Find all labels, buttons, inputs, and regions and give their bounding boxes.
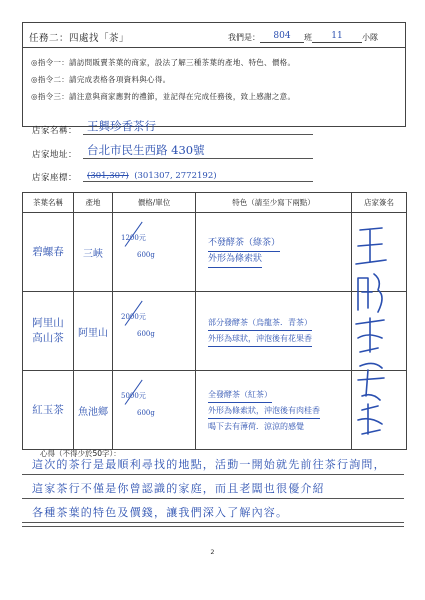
- team-line: [228, 31, 378, 43]
- team-prefix: 我們是：: [228, 33, 260, 42]
- price-cell: [113, 371, 196, 450]
- struck-coordinate: (301,307): [87, 171, 129, 181]
- origin-cell: 魚池鄉: [74, 371, 113, 450]
- reflection-line-empty: [22, 526, 404, 527]
- table-header-row: [23, 193, 407, 213]
- tea-name-cell: [23, 371, 74, 450]
- price-amount: 1200元: [121, 234, 146, 242]
- features-cell: [196, 371, 352, 450]
- class-number: 804: [260, 31, 304, 43]
- team-suffix: 小隊: [362, 33, 378, 42]
- feature-text: 外形為球狀，沖泡後有花果香: [208, 331, 312, 347]
- price-unit: 600g: [137, 330, 155, 338]
- tea-name: 碧螺春: [32, 245, 64, 258]
- instruction-1: ◎指令一：請訪問販賣茶葉的商家，設法了解三種茶葉的產地、特色、價格。: [31, 58, 296, 67]
- task-header-box: [22, 22, 406, 127]
- shop-coordinate-line: [83, 167, 313, 182]
- instruction-3: ◎指令三：請注意與商家應對的禮節，並記得在完成任務後，致上感謝之意。: [31, 92, 296, 101]
- feature-text: 不發酵茶（綠茶）: [208, 236, 280, 252]
- page-number: 2: [210, 548, 215, 556]
- tea-name-line: 阿里山: [32, 317, 64, 329]
- price-amount: 5000元: [121, 392, 146, 400]
- feature-text: 外形為條索狀: [208, 252, 262, 268]
- feature-text: 喝下去有薄荷．涼涼的感覺: [208, 421, 304, 431]
- header-features: 特色（請至少寫下兩點）: [196, 193, 352, 213]
- reflection-text-line: 這家茶行不僅是你曾認識的家庭，而且老闆也很優介紹: [32, 482, 325, 495]
- tea-name-cell: [23, 213, 74, 292]
- shop-name-line: [83, 120, 313, 135]
- shop-coordinate-label: 店家座標：: [32, 173, 78, 183]
- shop-address-value: 台北市民生西路 430號: [87, 143, 205, 157]
- reflection-line: [22, 502, 404, 523]
- header-signature: 店家簽名: [352, 193, 407, 213]
- task-header-top: [23, 23, 405, 48]
- tea-name-line: 高山茶: [32, 332, 64, 344]
- shop-name-value: 王興珍香茶行: [87, 119, 156, 133]
- price-cell: [113, 213, 196, 292]
- features-cell: [196, 213, 352, 292]
- team-number: 11: [312, 31, 362, 43]
- feature-text: 部分發酵茶（烏龍茶．青茶）: [208, 315, 312, 331]
- header-origin: 產地: [74, 193, 113, 213]
- reflection-line: [22, 454, 404, 475]
- origin-cell: 三峽: [74, 213, 113, 292]
- shop-address-line: [83, 144, 313, 159]
- reflection-label: 心得（不得少於50字）：: [40, 449, 121, 458]
- task-title: 任務二：四處找「茶」: [29, 33, 130, 44]
- shop-address-label: 店家地址：: [32, 150, 78, 160]
- shop-signature: [348, 220, 398, 450]
- tea-name: 紅玉茶: [32, 403, 64, 416]
- header-price: 價格/單位: [113, 193, 196, 213]
- corrected-coordinate: (301307, 2772192): [134, 171, 217, 181]
- shop-name-label: 店家名稱：: [32, 126, 78, 136]
- reflection-line: [22, 478, 404, 499]
- price-unit: 600g: [137, 251, 155, 259]
- price-amount: 2000元: [121, 313, 146, 321]
- features-cell: [196, 292, 352, 371]
- header-tea-name: 茶葉名稱: [23, 193, 74, 213]
- shop-coordinate-value: [87, 171, 217, 181]
- tea-name-cell: [23, 292, 74, 371]
- origin-cell: 阿里山: [74, 292, 113, 371]
- feature-text: 外形為條索狀，沖泡後有肉桂香: [208, 403, 320, 419]
- reflection-text-line: 這次的茶行是最順利尋找的地點，活動一開始就先前往茶行詢問，: [32, 458, 386, 471]
- feature-text: 全發酵茶（紅茶）: [208, 387, 272, 403]
- instruction-2: ◎指令二：請完成表格各項資料與心得。: [31, 75, 171, 84]
- class-suffix: 班: [304, 33, 312, 42]
- reflection-text-line: 各種茶葉的特色及價錢，讓我們深入了解內容。: [32, 506, 289, 519]
- price-cell: [113, 292, 196, 371]
- price-unit: 600g: [137, 409, 155, 417]
